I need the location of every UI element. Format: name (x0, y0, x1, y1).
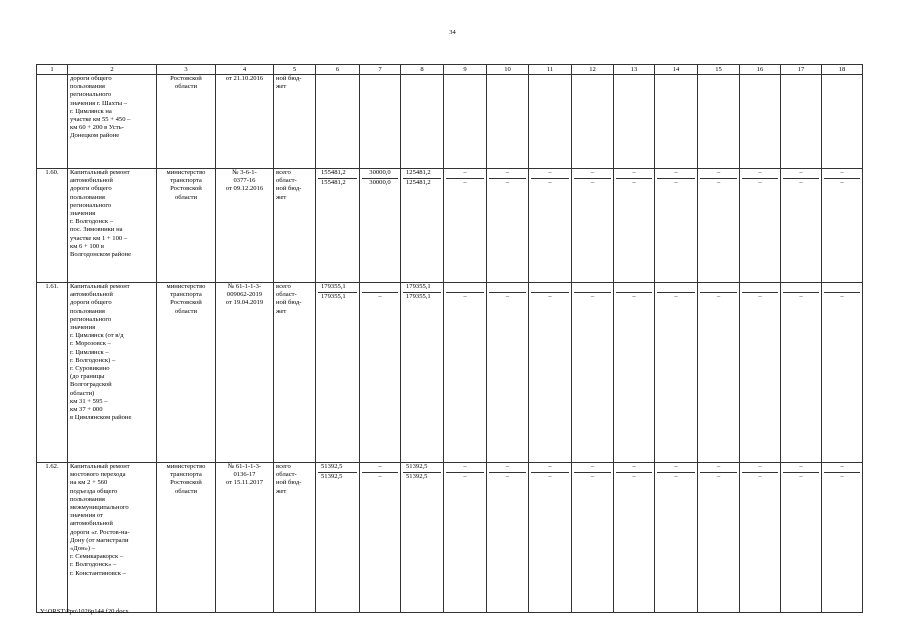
column-header-4: 4 (216, 65, 274, 75)
column-header-10: 10 (487, 65, 529, 75)
item-number (37, 75, 68, 169)
total-value: – (716, 169, 721, 176)
responsible-org: министерство транспорта Ростовской области (157, 169, 216, 283)
regional-budget-value: – (574, 292, 611, 302)
regional-budget-value: – (531, 472, 569, 482)
regional-budget-value: – (783, 472, 819, 482)
total-value: – (590, 169, 595, 176)
total-value: – (840, 169, 844, 176)
item-number: 1.62. (37, 463, 68, 613)
column-header-12: 12 (572, 65, 614, 75)
total-value: – (632, 463, 636, 470)
total-value (742, 283, 778, 292)
regional-budget-value: 30000,0 (362, 178, 398, 188)
value-col-13 (614, 169, 655, 283)
total-value: 30000,0 (369, 169, 391, 176)
value-col-10 (487, 169, 529, 283)
value-col-9 (444, 463, 487, 613)
value-col-13 (614, 463, 655, 613)
project-name: Капитальный ремонт автомобильной дороги общего пользования регионального значения г. Волгодонск – пос. Зимовники на участке км 1 + 100 – км 6 + 100 в Волгодонском районе (68, 169, 157, 283)
regional-budget-value: – (742, 178, 778, 188)
value-col-7 (360, 463, 401, 613)
value-col-16 (740, 169, 781, 283)
document-ref: № 3-6-1- 0377-16 от 09.12.2016 (216, 169, 274, 283)
column-header-15: 15 (698, 65, 740, 75)
total-value (783, 283, 819, 292)
total-value: – (378, 463, 382, 470)
regional-budget-value: – (700, 178, 737, 188)
total-value: 51392,5 (321, 463, 343, 470)
total-value: – (716, 463, 721, 470)
regional-budget-value: – (742, 292, 778, 302)
document-ref: от 21.10.2016 (216, 75, 274, 169)
table-row (37, 283, 863, 463)
value-col-18 (822, 75, 863, 169)
value-col-7 (360, 169, 401, 283)
regional-budget-value: – (362, 472, 398, 482)
responsible-org: министерство транспорта Ростовской области (157, 283, 216, 463)
regional-budget-value: – (616, 472, 652, 482)
regional-budget-value: 179355,1 (318, 292, 357, 302)
total-value: – (505, 169, 510, 176)
total-value (362, 283, 398, 292)
value-col-16 (740, 283, 781, 463)
regional-budget-value: – (489, 178, 526, 188)
value-col-10 (487, 75, 529, 169)
total-value: – (505, 463, 510, 470)
regional-budget-value: 125481,2 (403, 178, 441, 188)
total-value: – (799, 169, 803, 176)
value-col-14 (655, 169, 698, 283)
value-col-12 (572, 169, 614, 283)
column-header-18: 18 (822, 65, 863, 75)
value-col-9 (444, 169, 487, 283)
total-value: 179355,1 (321, 283, 346, 290)
regional-budget-value: – (783, 178, 819, 188)
value-col-15 (698, 463, 740, 613)
total-value (446, 283, 484, 292)
value-col-17 (781, 75, 822, 169)
regional-budget-value: – (531, 178, 569, 188)
regional-budget-value: – (616, 178, 652, 188)
regional-budget-value: – (657, 472, 695, 482)
funding-source: всего област- ной бюд- жет (274, 169, 316, 283)
value-col-13 (614, 75, 655, 169)
funding-source: ной бюд- жет (274, 75, 316, 169)
document-ref: № 61-1-1-3- 009062-2019 от 19.04.2019 (216, 283, 274, 463)
value-col-8 (401, 463, 444, 613)
column-header-14: 14 (655, 65, 698, 75)
total-value: – (548, 169, 552, 176)
total-value (700, 283, 737, 292)
regional-budget-value: – (700, 472, 737, 482)
total-value (531, 283, 569, 292)
value-col-14 (655, 463, 698, 613)
regional-budget-value: – (446, 178, 484, 188)
regional-budget-value: – (616, 292, 652, 302)
total-value: 155481,2 (321, 169, 346, 176)
column-header-17: 17 (781, 65, 822, 75)
regional-budget-value: 179355,1 (403, 292, 441, 302)
budget-table (36, 64, 863, 613)
total-value: – (799, 463, 803, 470)
regional-budget-value: – (742, 472, 778, 482)
value-col-12 (572, 283, 614, 463)
value-col-12 (572, 463, 614, 613)
column-header-2: 2 (68, 65, 157, 75)
total-value: – (463, 169, 467, 176)
value-col-7 (360, 75, 401, 169)
total-value: – (632, 169, 636, 176)
value-col-17 (781, 463, 822, 613)
total-value (824, 283, 860, 292)
column-header-7: 7 (360, 65, 401, 75)
funding-source: всего област- ной бюд- жет (274, 463, 316, 613)
value-col-6 (316, 463, 360, 613)
value-col-18 (822, 169, 863, 283)
item-number: 1.61. (37, 283, 68, 463)
project-name: Капитальный ремонт автомобильной дороги общего пользования регионального значения г. Цимлянск (от в/д г. Морозовск – г. Цимлянск – г. Волгодонск) – г. Суровикино (до границы Волгоградской области) км 31 + 595 – км 37 + 000 в Цимлянском районе (68, 283, 157, 463)
table-body (37, 65, 863, 613)
value-col-14 (655, 283, 698, 463)
total-value: – (674, 169, 678, 176)
total-value (616, 283, 652, 292)
regional-budget-value: 51392,5 (318, 472, 357, 482)
value-col-18 (822, 463, 863, 613)
regional-budget-value: – (489, 472, 526, 482)
responsible-org: министерство транспорта Ростовской области (157, 463, 216, 613)
value-col-8 (401, 169, 444, 283)
column-header-9: 9 (444, 65, 487, 75)
total-value: – (840, 463, 844, 470)
value-col-8 (401, 75, 444, 169)
project-name: Капитальный ремонт мостового перехода на км 2 + 560 подъезда общего пользования межмуниципального значения от автомобильной дороги «г. Ростов-на- Дону (от магистрали «Дон») – г. Семикаракорск – г. Волгодонск» – г. Константиновск – (68, 463, 157, 613)
column-header-3: 3 (157, 65, 216, 75)
regional-budget-value: – (531, 292, 569, 302)
column-header-6: 6 (316, 65, 360, 75)
total-value: – (548, 463, 552, 470)
value-col-11 (529, 169, 572, 283)
value-col-16 (740, 463, 781, 613)
column-header-13: 13 (614, 65, 655, 75)
column-header-16: 16 (740, 65, 781, 75)
regional-budget-value: 51392,5 (403, 472, 441, 482)
page-number: 34 (449, 29, 456, 36)
value-col-10 (487, 463, 529, 613)
value-col-10 (487, 283, 529, 463)
column-header-8: 8 (401, 65, 444, 75)
footer-file-path: Y:\ORST\Ppo\1026p144.f20.docx (40, 608, 129, 615)
responsible-org: Ростовской области (157, 75, 216, 169)
total-value: – (674, 463, 678, 470)
total-value: 125481,2 (406, 169, 431, 176)
value-col-6 (316, 283, 360, 463)
value-col-11 (529, 75, 572, 169)
item-number: 1.60. (37, 169, 68, 283)
value-col-8 (401, 283, 444, 463)
value-col-11 (529, 463, 572, 613)
regional-budget-value: – (700, 292, 737, 302)
value-col-14 (655, 75, 698, 169)
value-col-15 (698, 169, 740, 283)
total-value: – (463, 463, 467, 470)
total-value (657, 283, 695, 292)
regional-budget-value: – (362, 292, 398, 302)
total-value: – (758, 463, 762, 470)
value-col-13 (614, 283, 655, 463)
regional-budget-value: – (446, 292, 484, 302)
document-ref: № 61-1-1-3- 0136-17 от 15.11.2017 (216, 463, 274, 613)
value-col-12 (572, 75, 614, 169)
regional-budget-value: 155481,2 (318, 178, 357, 188)
column-header-5: 5 (274, 65, 316, 75)
regional-budget-value: – (783, 292, 819, 302)
table-row (37, 463, 863, 613)
value-col-15 (698, 283, 740, 463)
value-col-16 (740, 75, 781, 169)
value-col-17 (781, 283, 822, 463)
total-value (489, 283, 526, 292)
total-value: 51392,5 (406, 463, 428, 470)
regional-budget-value: – (824, 178, 860, 188)
total-value: – (758, 169, 762, 176)
regional-budget-value: – (489, 292, 526, 302)
value-col-6 (316, 169, 360, 283)
column-number-header (37, 65, 863, 75)
regional-budget-value: – (657, 178, 695, 188)
value-col-18 (822, 283, 863, 463)
value-col-17 (781, 169, 822, 283)
table-row (37, 169, 863, 283)
value-col-9 (444, 283, 487, 463)
project-name: дороги общего пользования регионального значения г. Шахты – г. Цимлянск на участке км 55 + 450 – км 60 + 200 в Усть- Донецком районе (68, 75, 157, 169)
value-col-11 (529, 283, 572, 463)
column-header-11: 11 (529, 65, 572, 75)
table-row (37, 75, 863, 169)
value-col-9 (444, 75, 487, 169)
value-col-15 (698, 75, 740, 169)
value-col-6 (316, 75, 360, 169)
regional-budget-value: – (657, 292, 695, 302)
regional-budget-value: – (824, 292, 860, 302)
funding-source: всего област- ной бюд- жет (274, 283, 316, 463)
total-value: 179355,1 (406, 283, 431, 290)
column-header-1: 1 (37, 65, 68, 75)
regional-budget-value: – (574, 178, 611, 188)
regional-budget-value: – (446, 472, 484, 482)
total-value: – (590, 463, 595, 470)
regional-budget-value: – (824, 472, 860, 482)
total-value (574, 283, 611, 292)
regional-budget-value: – (574, 472, 611, 482)
value-col-7 (360, 283, 401, 463)
